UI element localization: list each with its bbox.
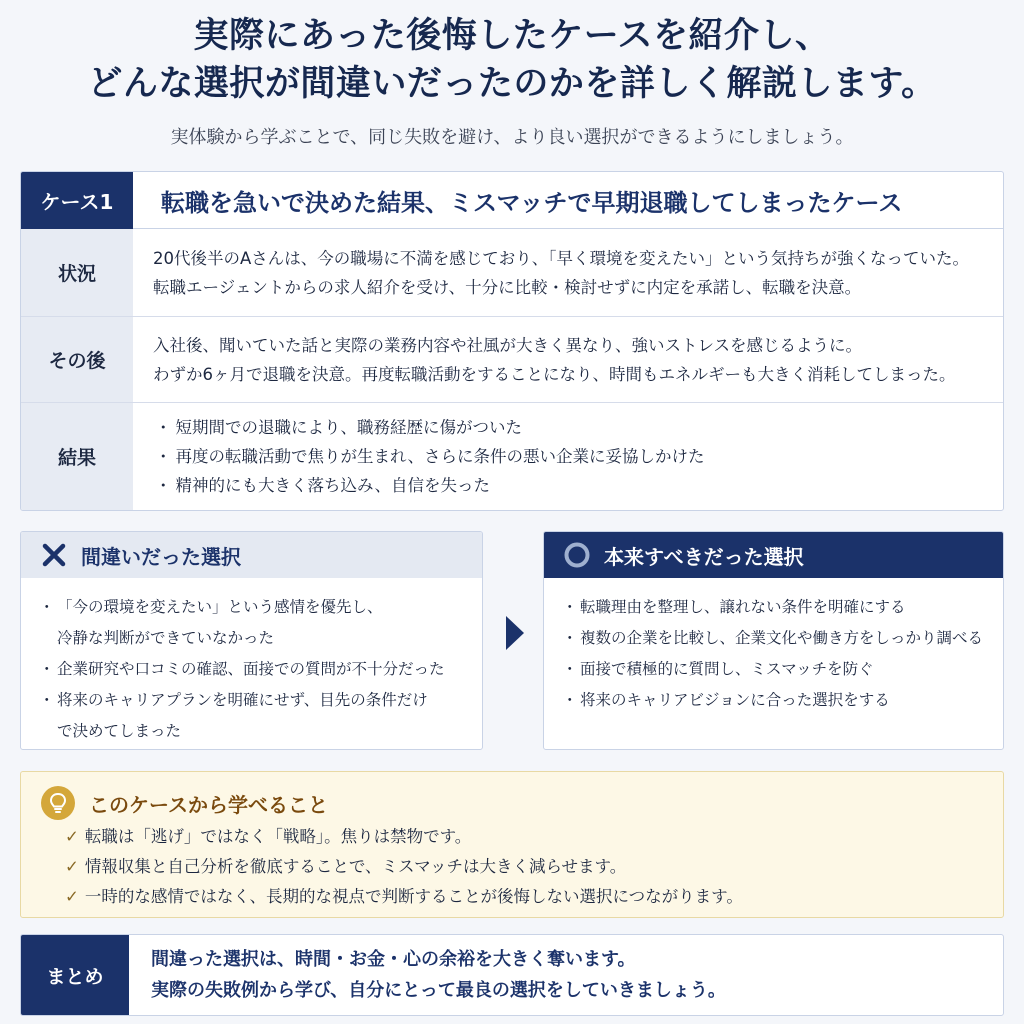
summary-badge: まとめ [21, 935, 129, 1015]
case-header [21, 172, 1003, 229]
row-text-line: 20代後半のAさんは、今の職場に不満を感じており、「早く環境を変えたい」という気持ちが強くなっていた。 [153, 248, 970, 268]
row-label: その後 [21, 317, 133, 402]
page-header [0, 12, 1024, 150]
row-text-line: 入社後、聞いていた話と実際の業務内容や社風が大きく異なり、強いストレスを感じるように。 [153, 335, 863, 355]
summary-line: 実際の失敗例から学び、自分にとって最良の選択をしていきましょう。 [151, 980, 726, 1001]
item-line: 将来のキャリアプランを明確にせず、目先の条件だけ [57, 691, 428, 709]
list-item: ・ 将来のキャリアプランを明確にせず、目先の条件だけ で決めてしまった [39, 685, 466, 747]
wrong-choice-header [21, 532, 482, 578]
result-list [153, 413, 1003, 500]
wrong-choice-box [20, 531, 483, 750]
row-text-line: 転職エージェントからの求人紹介を受け、十分に比較・検討せずに内定を承諾し、転職を決意。 [153, 277, 862, 297]
case-row-after [21, 317, 1003, 403]
item-line: 面接で積極的に質問し、ミスマッチを防ぐ [580, 660, 874, 678]
item-line: 一時的な感情ではなく、長期的な視点で判断することが後悔しない選択につながります。 [84, 887, 743, 906]
right-choice-title: 本来すべきだった選択 [604, 544, 804, 569]
chevron-right-icon [500, 608, 530, 658]
lightbulb-icon [41, 786, 75, 820]
case-row-result [21, 403, 1003, 510]
item-line-cont: 冷静な判断ができていなかった [57, 629, 275, 647]
circle-icon [562, 540, 592, 570]
case-row-situation [21, 229, 1003, 317]
list-item: ・ 「今の環境を変えたい」という感情を優先し、 冷静な判断ができていなかった [39, 592, 466, 654]
list-item: ・ 企業研究や口コミの確認、面接での質問が不十分だった [39, 660, 445, 678]
row-body [133, 317, 1003, 402]
list-item: ・ 複数の企業を比較し、企業文化や働き方をしっかり調べる [562, 629, 984, 647]
right-choice-header [544, 532, 1003, 578]
summary-line: 間違った選択は、時間・お金・心の余裕を大きく奪います。 [151, 949, 636, 970]
wrong-choice-title: 間違いだった選択 [81, 544, 241, 569]
check-icon: ✓ [65, 827, 79, 846]
check-icon: ✓ [65, 887, 79, 906]
case-title: 転職を急いで決めた結果、ミスマッチで早期退職してしまったケース [161, 188, 903, 217]
wrong-choice-list [21, 578, 482, 747]
right-choice-box [543, 531, 1004, 750]
case-badge: ケース1 [21, 172, 133, 229]
lesson-box [20, 771, 1004, 918]
case-card [20, 171, 1004, 511]
page-subtitle: 実体験から学ぶことで、同じ失敗を避け、より良い選択ができるようにしましょう。 [170, 127, 854, 148]
list-item: ・ 転職理由を整理し、譲れない条件を明確にする [562, 598, 906, 616]
summary-body [129, 935, 726, 1015]
item-line: 情報収集と自己分析を徹底することで、ミスマッチは大きく減らせます。 [84, 857, 627, 876]
item-line: 「今の環境を変えたい」という感情を優先し、 [57, 598, 383, 616]
row-label: 状況 [21, 229, 133, 316]
list-item: ・ 精神的にも大きく落ち込み、自信を失った [153, 471, 1003, 500]
page-title-line-2: どんな選択が間違いだったのかを詳しく解説します。 [87, 64, 937, 104]
list-item: ・ 将来のキャリアビジョンに合った選択をする [562, 691, 890, 709]
row-label: 結果 [21, 403, 133, 510]
row-body [133, 229, 1003, 316]
lesson-list [65, 822, 743, 912]
row-text-line: わずか6ヶ月で退職を決意。再度転職活動をすることになり、時間もエネルギーも大きく消耗してしまった。 [153, 364, 956, 384]
lesson-title: このケースから学べること [89, 792, 328, 817]
list-item: ・ 面接で積極的に質問し、ミスマッチを防ぐ [562, 660, 874, 678]
item-line: 将来のキャリアビジョンに合った選択をする [580, 691, 890, 709]
lesson-header [41, 786, 328, 820]
list-item: ・ 短期間での退職により、職務経歴に傷がついた [153, 413, 1003, 442]
item-line-cont: で決めてしまった [57, 722, 182, 740]
list-item [65, 882, 743, 912]
right-choice-list [544, 578, 1003, 716]
item-line: 転職は「逃げ」ではなく「戦略」。焦りは禁物です。 [84, 827, 472, 846]
item-line: 複数の企業を比較し、企業文化や働き方をしっかり調べる [580, 629, 984, 647]
page-title-line-1: 実際にあった後悔したケースを紹介し、 [193, 16, 831, 56]
cross-icon [39, 540, 69, 570]
summary-box [20, 934, 1004, 1016]
item-line: 転職理由を整理し、譲れない条件を明確にする [580, 598, 906, 616]
check-icon: ✓ [65, 857, 79, 876]
list-item: ・ 再度の転職活動で焦りが生まれ、さらに条件の悪い企業に妥協しかけた [153, 442, 1003, 471]
list-item [65, 822, 743, 852]
row-body [133, 403, 1003, 510]
list-item [65, 852, 743, 882]
item-line: 企業研究や口コミの確認、面接での質問が不十分だった [57, 660, 445, 678]
